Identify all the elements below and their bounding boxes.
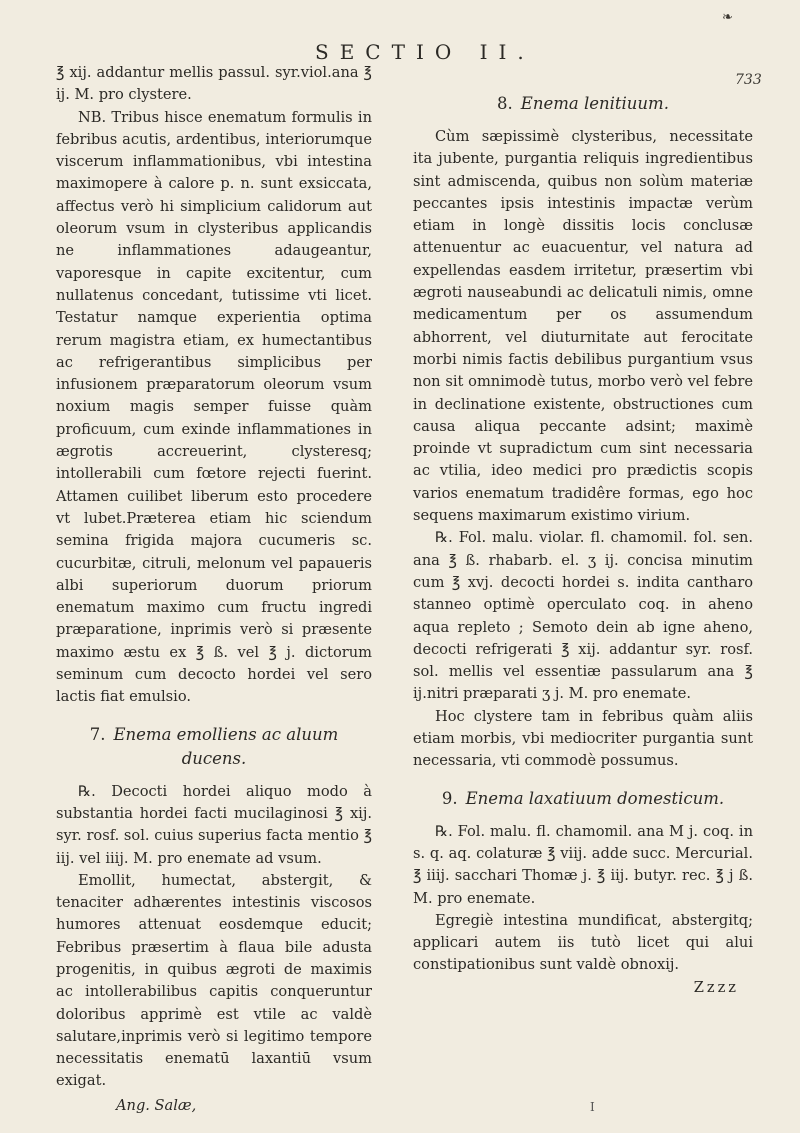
left-column xyxy=(56,62,372,1117)
catchword: Ang. Salæ, xyxy=(116,1096,197,1114)
section-9-heading xyxy=(413,787,753,811)
nota-bene-paragraph: NB. Tribus hisce enematum formulis in febribus acutis, ardentibus, interiorumque viscerum inflammationibus, vbi intestina maximopere à calore p. n. sunt exsiccata, affectus verò hi simplicium calidorum aut oleorum vsum in clysteribus applicandis ne inflammationes adaugeantur, vaporesque in capite excitentur, cum nullatenus concedant, tutissime vti licet. Testatur namque experientia optima rerum magistra etiam, ex humectantibus ac refrigerantibus simplicibus per infusionem præparatorum oleorum vsum noxium magis semper fuisse quàm proficuum, cum exinde inflammationes in ægrotis accreuerint, clysteresq; intollerabili cum fœtore rejecti fuerint. Attamen cuilibet liberum esto procedere vt lubet.Præterea etiam hic sciendum semina frigida majora cucumeris sc. cucurbitæ, citruli, melonum vel papaueris albi superiorum duorum priorum enematum maximo cum fructu ingredi præparatione, inprimis verò si præsente maximo æstu ex ℥ ß. vel ℥ j. dictorum seminum cum decocto hordei vel sero lactis fiat emulsio. xyxy=(56,108,372,706)
section-7-number: 7. xyxy=(89,724,106,744)
section-9-title: Enema laxatiuum domesticum. xyxy=(465,788,725,808)
recipe-continuation: ℥ xij. addantur mellis passul. syr.viol.ana ℥ ij. M. pro clystere. xyxy=(56,64,372,104)
section-8-number: 8. xyxy=(497,94,513,113)
top-ornament: ❧ xyxy=(722,10,733,25)
section-9-commentary: Egregiè intestina mundificat, abstergitq; applicari autem iis tutò licet qui alui constipationibus sunt valdè obnoxij. xyxy=(413,911,753,974)
section-8-commentary: Hoc clystere tam in febribus quàm aliis etiam morbis, vbi mediocriter purgantia sunt necessaria, vti commodè possumus. xyxy=(413,707,753,770)
footer-mark: I xyxy=(590,1100,595,1114)
section-9-recipe: ℞. Fol. malu. fl. chamomil. ana M j. coq. in s. q. aq. colaturæ ℥ viij. adde succ. Mercurial. ℥ iiij. sacchari Thomæ j. ℥ iij. butyr. rec. ℥ j ß. M. pro enemate. xyxy=(413,822,753,907)
section-7-title: Enema emolliens ac aluum ducens. xyxy=(113,724,339,768)
section-8-title: Enema lenitiuum. xyxy=(520,94,669,113)
section-7-heading xyxy=(56,723,372,771)
running-head: SECTIO II. xyxy=(315,40,535,64)
section-8-recipe: ℞. Fol. malu. violar. fl. chamomil. fol. sen. ana ℥ ß. rhabarb. el. ʒ ij. concisa minutim cum ℥ xvj. decocti hordei s. indita cantharo stanneo optimè operculato coq. in aheno aqua repleto ; Semoto dein ab igne aheno, decocti refrigerati ℥ xij. addantur syr. rosf. sol. mellis vel essentiæ passularum ana ℥ ij.nitri præparati ʒ j. M. pro enemate. xyxy=(413,529,753,703)
section-7-recipe: ℞. Decocti hordei aliquo modo à substantia hordei facti mucilaginosi ℥ xij. syr. rosf. sol. cuius superius facta mentio ℥ iij. vel iiij. M. pro enemate ad vsum. xyxy=(56,782,372,867)
section-7-commentary: Emollit, humectat, abstergit, & tenaciter adhærentes intestinis viscosos humores attenuat eosdemque educit; Febribus præsertim à flaua bile adusta progenitis, in quibus ægroti de maximis ac intollerabilibus capitis conqueruntur doloribus apprimè est vtile ac valdè salutare,inprimis verò si legitimo tempore necessitatis enematū laxantiū vsum exigat. xyxy=(56,871,372,1090)
section-8-introduction: Cùm sæpissimè clysteribus, necessitate ita jubente, purgantia reliquis ingredientibus sint admiscenda, quibus non solùm materiæ peccantes ipsis intestinis impactæ verùm etiam in longè dissitis locis conclusæ attenuentur ac euacuentur, vel natura ad expellendas easdem irritetur, præsertim vbi ægroti nauseabundi ac delicatuli nimis, omne medicamentum per os assumendum abhorrent, vel diuturnitate aut ferocitate morbi nimis factis debilibus purgantium vsus non sit omnimodè tutus, morbo verò vel febre in declinatione existente, obstructiones cum causa aliqua peccante adsint; maximè proinde vt supradictum cum sint necessaria ac vtilia, ideo medici pro prædictis scopis varios enematum tradidêre formas, ego hoc sequens maximarum existimo virium. xyxy=(413,128,753,525)
section-9-number: 9. xyxy=(441,788,458,808)
signature-mark: Zzzz xyxy=(693,978,739,996)
section-8-heading xyxy=(413,92,753,116)
page-number: 733 xyxy=(735,72,762,88)
right-column xyxy=(413,92,753,999)
